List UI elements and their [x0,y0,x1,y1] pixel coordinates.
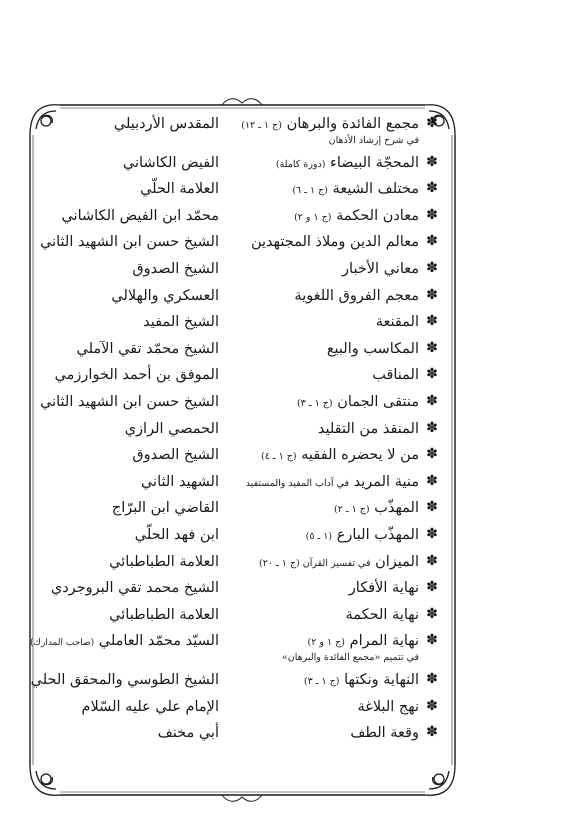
book-title [223,471,419,495]
book-author-text: الشيخ حسن ابن الشهيد الثاني [39,394,219,410]
list-item [22,577,463,601]
book-author [39,285,219,307]
list-item [22,669,463,693]
asterisk-bullet-icon: ✽ [426,579,438,596]
book-title-text: المحجّة البيضاء [330,154,419,171]
book-author [39,364,219,386]
book-title-text: نهج البلاغة [357,698,419,715]
list-item [22,551,463,575]
book-title-text: منية المريد [353,473,419,490]
book-subtitle: في تتميم «مجمع الفائدة والبرهان» [281,652,419,663]
book-title-text: نهاية الأفكار [348,580,419,597]
book-title-text: نهاية المرام [349,633,419,650]
book-author [39,311,219,333]
book-title [223,524,419,548]
asterisk-bullet-icon: ✽ [426,233,438,250]
list-item [22,524,463,548]
book-title-text: منتقى الجمان [337,394,419,410]
book-title [223,604,419,626]
book-title-text: المكاسب والبيع [326,340,419,357]
asterisk-bullet-icon: ✽ [426,153,438,170]
book-title-text: الميزان [375,553,419,570]
book-volume-note: (ج ١ ـ ٣) [303,676,340,687]
book-title-text: المهذّب البارع [336,527,419,543]
book-title [223,364,419,386]
list-item [22,418,463,442]
book-author [39,577,219,599]
book-author-text: العلامة الحلّي [140,181,219,198]
book-title-text: نهاية الحكمة [345,606,419,623]
asterisk-bullet-icon: ✽ [426,313,438,330]
asterisk-bullet-icon: ✽ [426,697,438,714]
book-volume-note: (ج ١ و ٢) [307,637,345,649]
book-title [223,551,419,575]
list-item [22,258,463,282]
book-author-text: الشيخ الطوسي والمحقق الحلي [30,672,219,688]
asterisk-bullet-icon: ✽ [426,724,438,741]
list-item [22,444,463,468]
book-volume-note: (ج ١ ـ ١٢) [241,120,282,131]
list-item [22,364,463,388]
list-item [22,338,463,362]
book-author-text: الموفق بن أحمد الخوارزمي [54,367,219,384]
book-title [223,418,419,440]
bibliography-list [22,95,463,805]
book-volume-note: (ج ١ ـ ٢) [333,504,370,516]
book-author-text: الشهيد الثاني [140,473,219,490]
asterisk-bullet-icon: ✽ [426,339,438,356]
asterisk-bullet-icon: ✽ [426,366,438,383]
book-author-text: محمّد ابن الفيض الكاشاني [61,207,219,224]
list-item [22,604,463,628]
book-author [39,497,219,519]
book-author-text: الشيخ محمّد تقي الآملي [76,340,219,357]
book-title [223,152,419,176]
book-author-text: الشيخ الصدوق [132,261,219,277]
book-title-text: مجمع الفائدة والبرهان [286,116,419,132]
asterisk-bullet-icon: ✽ [426,499,438,516]
list-item [22,471,463,495]
book-title [223,231,419,253]
book-author-note: (صاحب المدارك) [30,638,95,649]
book-author [39,338,219,360]
book-author-text: الفيض الكاشاني [122,154,219,171]
book-author-text: العلامة الطباطبائي [109,553,219,570]
book-author [39,231,219,253]
book-title-text: مختلف الشيعة [332,181,419,198]
book-author [39,205,219,227]
book-author [39,604,219,626]
book-title [223,311,419,333]
list-item [22,178,463,202]
book-author-text: أبي مخنف [157,725,219,742]
book-author-text: القاضي ابن البرّاج [111,500,219,517]
book-title-text: النهاية ونكتها [344,672,419,688]
book-volume-note: (١ ـ ٥) [305,531,333,542]
book-title-text: المقنعة [375,314,419,331]
asterisk-bullet-icon: ✽ [426,260,438,276]
asterisk-bullet-icon: ✽ [426,446,438,463]
book-author [39,444,219,466]
list-item [22,722,463,746]
book-author-text: الشيخ الصدوق [132,447,219,464]
book-author-text: العسكري والهلالي [111,287,219,304]
book-title-text: معالم الدين وملاذ المجتهدين [250,234,419,251]
asterisk-bullet-icon: ✽ [426,472,438,489]
book-author [39,178,219,200]
book-author [39,722,219,744]
asterisk-bullet-icon: ✽ [426,419,438,436]
book-title [223,577,419,599]
book-author [30,669,219,691]
book-title-text: معادن الحكمة [336,207,419,224]
list-item [22,696,463,720]
list-item [22,205,463,229]
book-volume-note: في آداب المفيد والمستفيد [245,477,349,489]
book-title [223,338,419,360]
book-title [223,205,419,229]
book-title-text: المناقب [372,367,419,384]
asterisk-bullet-icon: ✽ [426,552,438,569]
book-volume-note: (ج ١ ـ ٤) [261,451,297,463]
book-title [223,444,419,468]
book-title-text: المهذّب [374,500,419,517]
book-author [39,471,219,493]
list-item [22,285,463,309]
book-title-text: وقعة الطف [350,725,419,742]
book-volume-note: (ج ١ ـ ٦) [292,185,328,197]
book-title [223,669,419,693]
book-author-text: الإمام علي عليه السّلام [81,698,219,715]
list-item [22,497,463,521]
book-title [223,497,419,521]
book-author [39,551,219,573]
book-author-text: الشيخ حسن ابن الشهيد الثاني [39,234,219,251]
book-title [223,285,419,307]
book-title [223,722,419,744]
book-title [223,258,419,280]
list-item [22,231,463,255]
book-author-text: الحمصي الرازي [124,420,219,437]
book-author [39,696,219,718]
asterisk-bullet-icon: ✽ [426,526,438,542]
ornamental-page-frame [22,95,463,805]
book-author-text: العلامة الطباطبائي [109,606,219,623]
book-author-text: ابن فهد الحلّي [134,527,219,543]
book-author [39,524,219,546]
book-title [223,178,419,202]
book-volume-note: في تفسير القرآن (ج ١ ـ ٢٠) [259,557,371,569]
book-author-text: الشيخ المفيد [143,314,219,331]
book-volume-note: (دورة كاملة) [275,158,326,170]
book-author [30,630,219,654]
book-title [223,696,419,718]
book-volume-note: (ج ١ و ٢) [294,211,332,223]
book-title-text: معجم الفروق اللغوية [294,287,419,304]
book-author [39,152,219,174]
book-volume-note: (ج ١ ـ ٣) [296,398,333,409]
asterisk-bullet-icon: ✽ [426,632,438,649]
book-author-text: المقدس الأردبيلي [113,116,219,132]
asterisk-bullet-icon: ✽ [426,180,438,197]
list-item [22,311,463,335]
list-item [22,391,463,415]
asterisk-bullet-icon: ✽ [426,206,438,223]
book-author-text: السيّد محمّد العاملي [98,633,219,650]
list-item [22,152,463,176]
book-author [39,391,219,413]
asterisk-bullet-icon: ✽ [426,286,438,303]
asterisk-bullet-icon: ✽ [426,393,438,409]
book-author [39,418,219,440]
book-title-text: معاني الأخبار [342,261,419,277]
asterisk-bullet-icon: ✽ [426,671,438,687]
book-author-text: الشيخ محمد تقي البروجردي [50,580,219,597]
book-author [39,113,219,135]
book-title-text: من لا يحضره الفقيه [301,447,419,464]
asterisk-bullet-icon: ✽ [426,115,438,131]
book-title [223,391,419,415]
asterisk-bullet-icon: ✽ [426,605,438,622]
book-title-text: المنقذ من التقليد [317,420,419,437]
book-author [39,258,219,280]
book-subtitle: في شرح إرشاد الأذهان [328,134,419,146]
